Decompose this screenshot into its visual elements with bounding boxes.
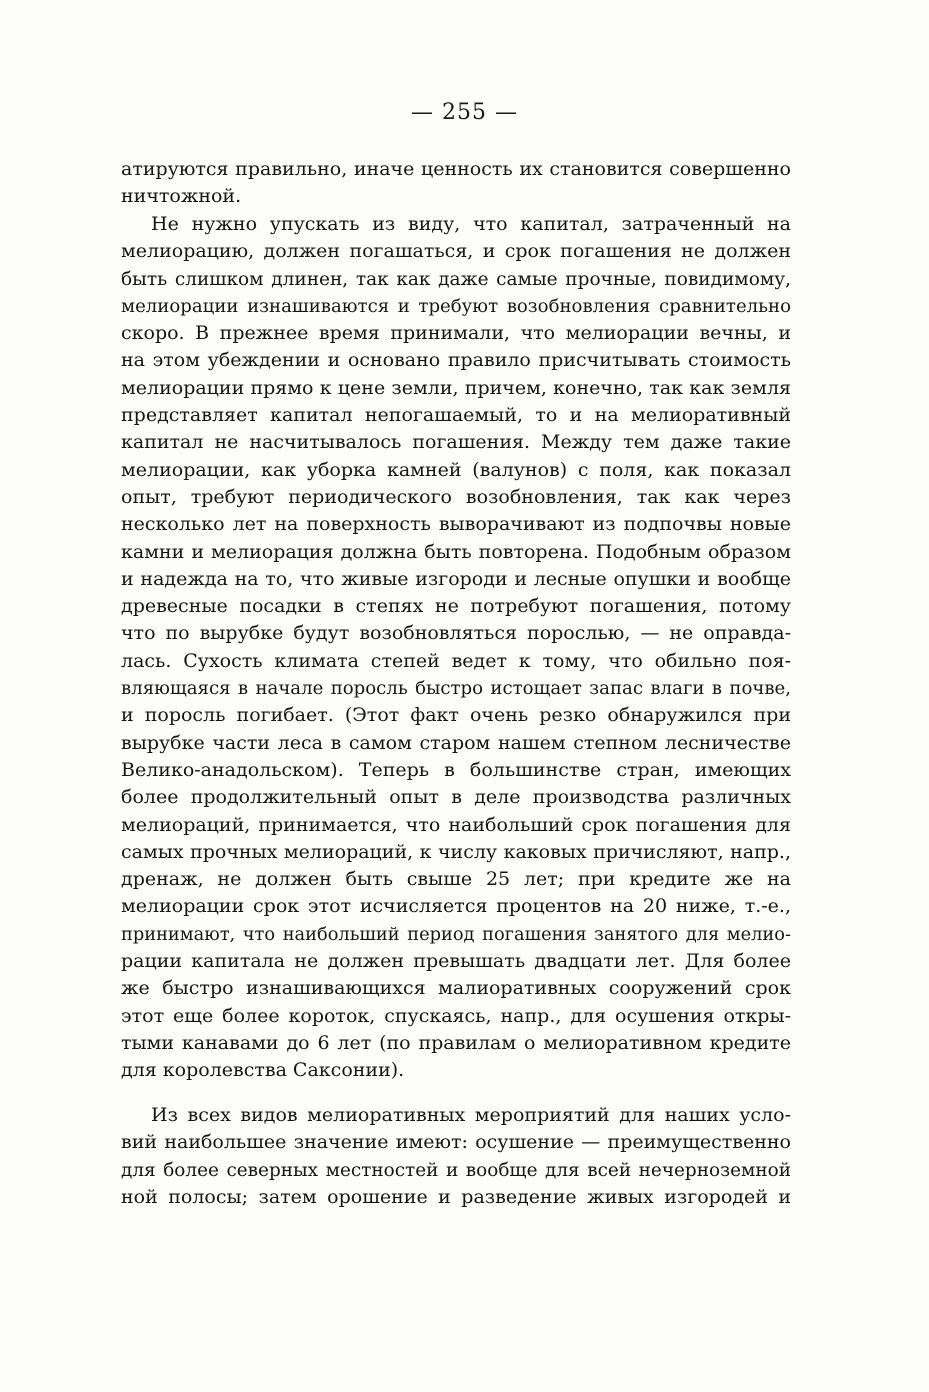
text-line: мелиорации, как уборка камней (валунов) с поля, как показал [121,458,791,481]
text-line: ной полосы; затем орошение и разведение живых изгородей и [121,1185,791,1208]
text-line: и надежда на то, что живые изгороди и лесные опушки и вообще [121,567,791,590]
text-line: самых прочных мелиораций, к числу каковых причисляют, напр., [121,840,791,863]
paragraph-2 [121,211,791,1085]
text-line: Не нужно упускать из виду, что капитал, затраченный на [151,213,791,235]
text-line: мелиорацию, должен погашаться, и срок погашения не должен [121,240,791,263]
text-line: представляет капитал непогашаемый, то и на мелиоративный [121,404,791,427]
text-line: атируются правильно, иначе ценность их становится совершенно [121,158,791,180]
text-line: Из всех видов мелиоративных мероприятий для наших усло- [151,1104,791,1126]
paragraph-1 [121,156,791,211]
text-line: тыми канавами до 6 лет (по правилам о мелиоративном кредите [121,1031,791,1054]
text-line: быть слишком длинен, так как даже самые прочные, повидимому, [121,268,791,290]
text-line: капитал не насчитывалось погашения. Между тем даже такие [121,431,791,454]
text-line: и поросль погибает. (Этот факт очень резко обнаружился при [121,704,791,727]
text-line: ничтожной. [121,185,242,208]
text-line: несколько лет на поверхность выворачивают из подпочвы новые [121,513,791,536]
text-line: рации капитала не должен превышать двадцати лет. Для более [121,950,791,973]
text-line: древесные посадки в степях не потребуют погашения, потому [121,595,791,618]
text-line: мелиорации изнашиваются и требуют возобновления сравнительно [121,295,791,317]
text-line: более продолжительный опыт в деле производства различных [121,786,791,809]
text-line: лась. Сухость климата степей ведет к тому, что обильно поя- [121,649,791,672]
text-line: этот еще более короток, спускаясь, напр., для осушения откры- [121,1004,791,1027]
text-line: принимают, что наибольший период погашения занятого для мелио- [121,923,791,945]
text-line: что по вырубке будут возобновляться порослью, — не оправда- [121,622,791,645]
text-line: вий наибольшее значение имеют: осушение — преимущественно [121,1131,791,1154]
text-line: мелиораций, принимается, что наибольший срок погашения для [121,813,791,836]
page-number: — 255 — [411,100,518,125]
text-line: мелиорации срок этот исчисляется процентов на 20 ниже, т.-е., [121,895,791,918]
text-line: вляющаяся в начале поросль быстро истощает запас влаги в почве, [121,678,791,700]
text-line: для королевства Саксонии). [121,1059,405,1082]
text-line: дренаж, не должен быть свыше 25 лет; при кредите же на [121,868,791,891]
text-line: же быстро изнашивающихся малиоративных сооружений срок [121,977,791,1000]
text-line: на этом убеждении и основано правило присчитывать стоимость [121,349,791,372]
text-line: вырубке части леса в самом старом нашем степном лесничестве [121,731,791,754]
text-line: опыт, требуют периодического возобновления, так как через [121,485,791,508]
text-line: скоро. В прежнее время принимали, что мелиорации вечны, и [121,322,791,345]
text-line: мелиорации прямо к цене земли, причем, конечно, так как земля [121,376,791,399]
text-line: Велико-анадольском). Теперь в большинстве стран, имеющих [121,758,791,781]
paragraph-3 [121,1102,791,1211]
text-line: для более северных местностей и вообще для всей нечерноземной [121,1159,791,1181]
text-line: камни и мелиорация должна быть повторена. Подобным образом [121,540,791,563]
